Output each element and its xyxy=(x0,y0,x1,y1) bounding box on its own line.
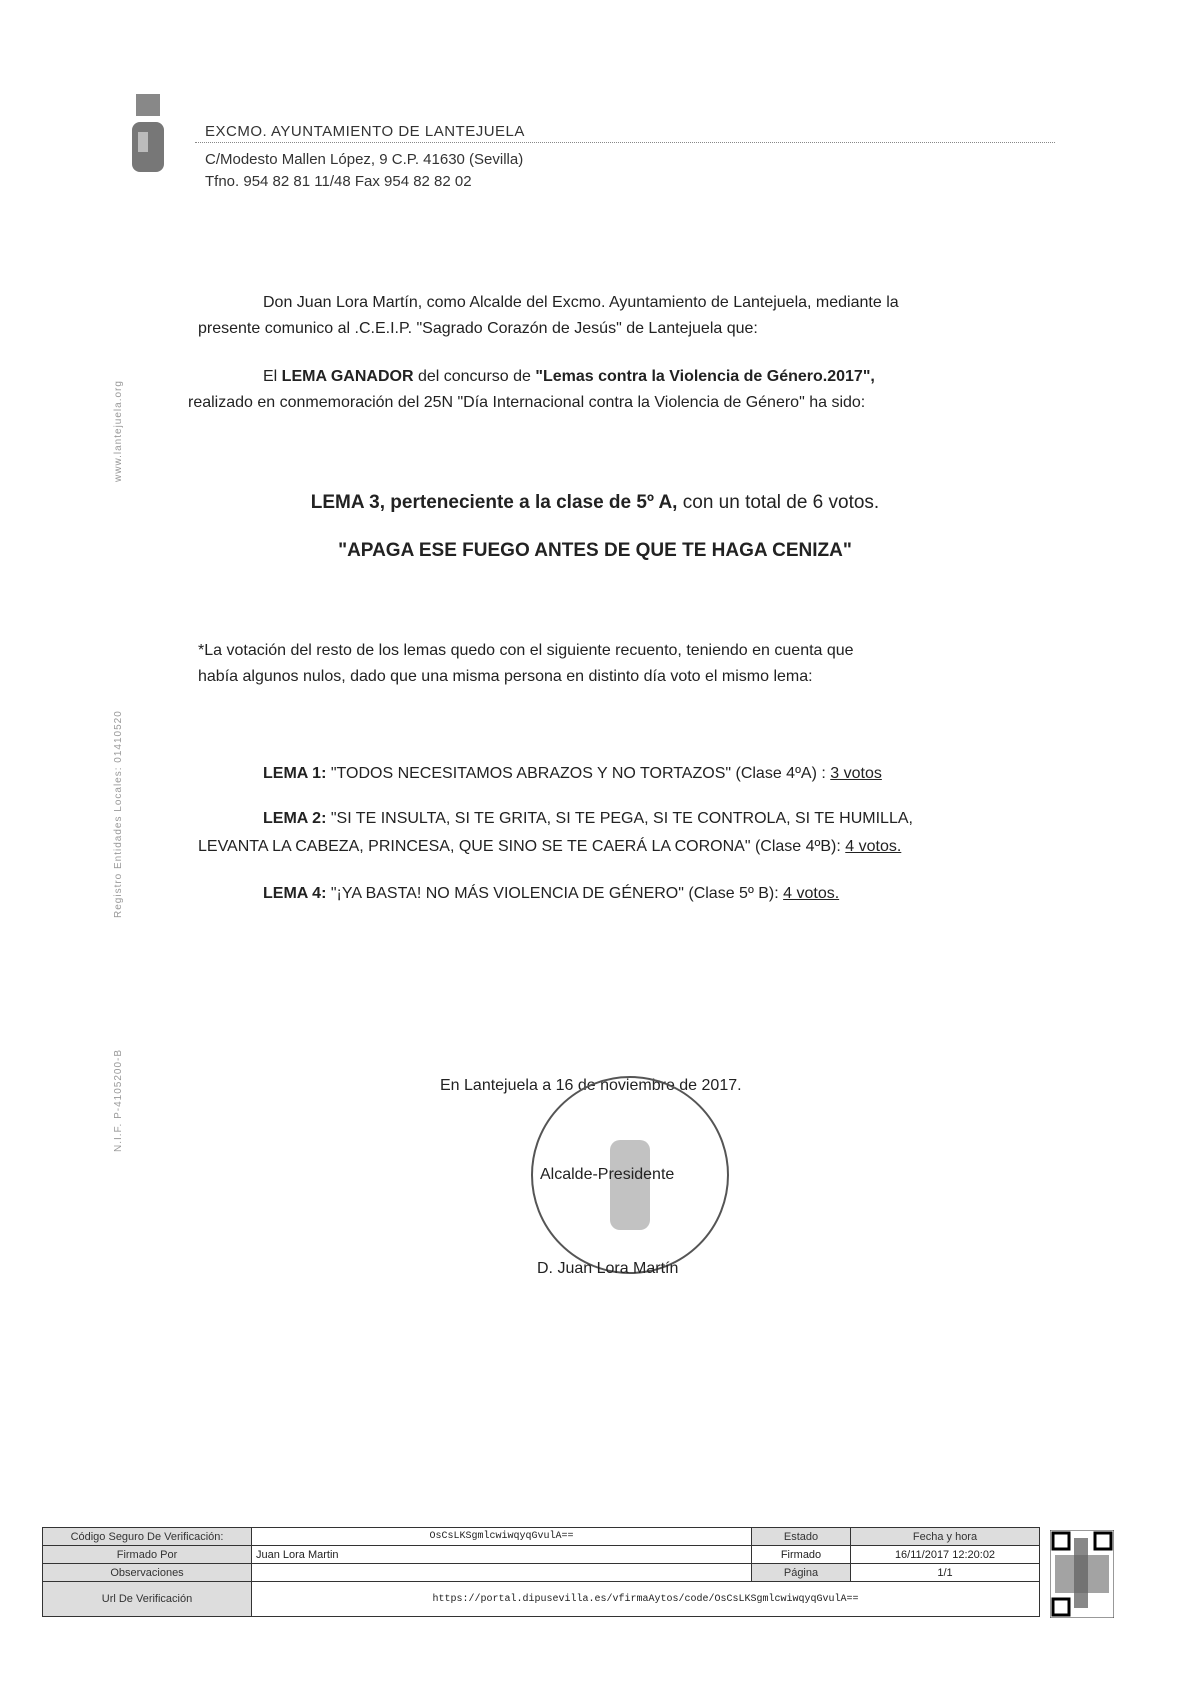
note-line-2: había algunos nulos, dado que una misma persona en distinto día voto el mismo lema: xyxy=(198,668,813,685)
observaciones-label: Observaciones xyxy=(43,1564,252,1582)
csv-label: Código Seguro De Verificación: xyxy=(43,1528,252,1546)
winner-announcement: El LEMA GANADOR del concurso de "Lemas contra la Violencia de Género.2017", xyxy=(263,368,875,385)
intro-line-1: Don Juan Lora Martín, como Alcalde del Excmo. Ayuntamiento de Lantejuela, mediante la xyxy=(263,294,899,311)
note-line-1: *La votación del resto de los lemas quedo con el siguiente recuento, teniendo en cuenta que xyxy=(198,642,854,659)
winner-lema: LEMA 3, perteneciente a la clase de 5º A, con un total de 6 votos. xyxy=(310,492,880,513)
org-name: EXCMO. AYUNTAMIENTO DE LANTEJUELA xyxy=(205,123,525,140)
pagina-label: Página xyxy=(752,1564,851,1582)
winner-announcement-line2: realizado en conmemoración del 25N "Día Internacional contra la Violencia de Género" ha sido: xyxy=(188,394,866,411)
lema-4: LEMA 4: "¡YA BASTA! NO MÁS VIOLENCIA DE GÉNERO" (Clase 5º B): 4 votos. xyxy=(263,885,840,902)
org-phone: Tfno. 954 82 81 11/48 Fax 954 82 82 02 xyxy=(205,173,472,190)
side-web: www.lantejuela.org xyxy=(113,380,124,482)
lema-2-line2: LEVANTA LA CABEZA, PRINCESA, QUE SINO SE TE CAERÁ LA CORONA" (Clase 4ºB): 4 votos. xyxy=(198,838,902,855)
estado-label: Estado xyxy=(752,1528,851,1546)
firmado-por: Juan Lora Martin xyxy=(252,1546,752,1564)
estado-value: Firmado xyxy=(752,1546,851,1564)
header-divider xyxy=(195,142,1055,143)
signer-name: D. Juan Lora Martín xyxy=(537,1260,679,1277)
lema-1: LEMA 1: "TODOS NECESITAMOS ABRAZOS Y NO TORTAZOS" (Clase 4ºA) : 3 votos xyxy=(263,765,882,782)
coat-of-arms-logo xyxy=(128,92,168,187)
qr-code-icon xyxy=(1050,1530,1114,1618)
lema-2: LEMA 2: "SI TE INSULTA, SI TE GRITA, SI TE PEGA, SI TE CONTROLA, SI TE HUMILLA, xyxy=(263,810,913,827)
org-address: C/Modesto Mallen López, 9 C.P. 41630 (Sevilla) xyxy=(205,151,524,168)
date-place: En Lantejuela a 16 de noviembre de 2017. xyxy=(440,1077,742,1094)
csv-code: OsCsLKSgmlcwiwqyqGvulA== xyxy=(252,1528,752,1546)
firmado-label: Firmado Por xyxy=(43,1546,252,1564)
fecha-value: 16/11/2017 12:20:02 xyxy=(851,1546,1040,1564)
url-label: Url De Verificación xyxy=(43,1582,252,1617)
observaciones-value xyxy=(252,1564,752,1582)
intro-line-2: presente comunico al .C.E.I.P. "Sagrado Corazón de Jesús" de Lantejuela que: xyxy=(198,320,758,337)
signer-role: Alcalde-Presidente xyxy=(540,1166,675,1183)
fecha-label: Fecha y hora xyxy=(851,1528,1040,1546)
verification-table xyxy=(42,1527,1040,1617)
pagina-value: 1/1 xyxy=(851,1564,1040,1582)
side-registro: Registro Entidades Locales: 01410520 xyxy=(113,710,124,918)
side-nif: N.I.F. P-4105200-B xyxy=(113,1048,124,1152)
verification-url[interactable]: https://portal.dipusevilla.es/vfirmaAytos/code/OsCsLKSgmlcwiwqyqGvulA== xyxy=(252,1582,1040,1617)
winner-quote: "APAGA ESE FUEGO ANTES DE QUE TE HAGA CENIZA" xyxy=(338,540,852,561)
